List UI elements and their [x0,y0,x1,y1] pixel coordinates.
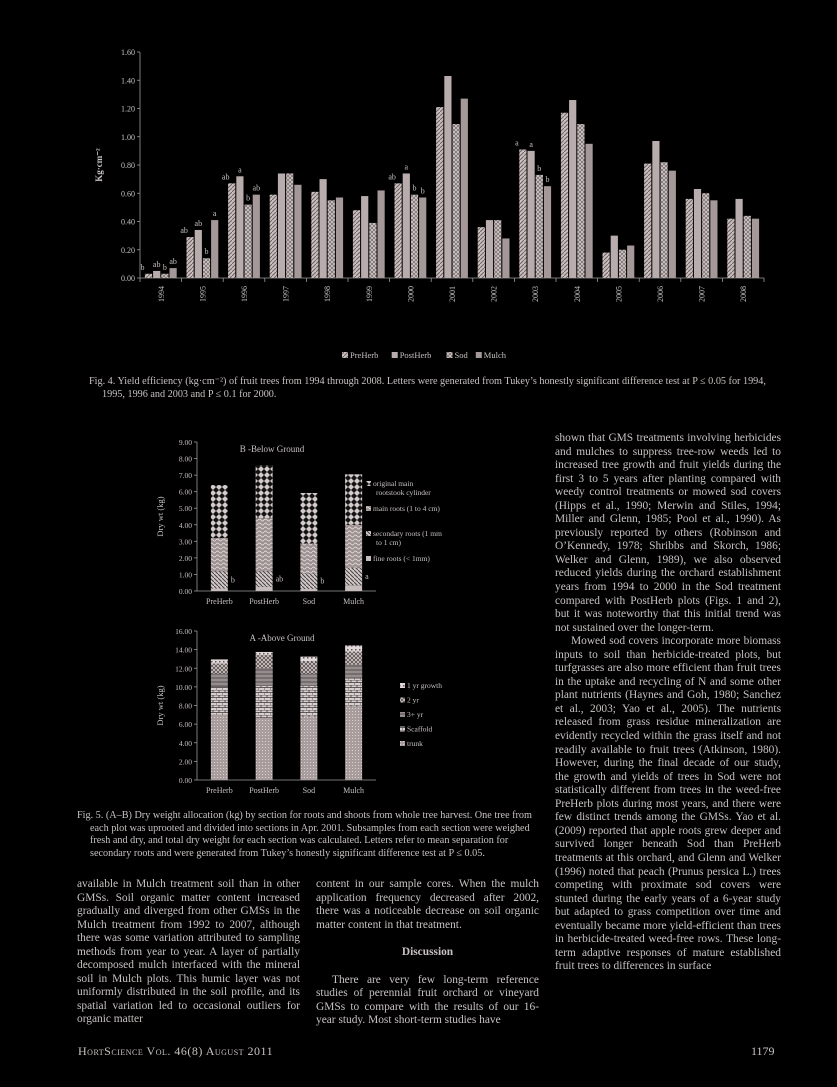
fig4-bar-preherb [311,192,318,278]
f5b-x-tick-label: Mulch [343,597,365,606]
f5b-bar-segment [256,587,273,591]
fig4-bar-label: ab [388,172,396,182]
fig4-bar-postherb [195,230,202,278]
fig4-bar-label: b [412,183,417,193]
fig4-bar-mulch [170,268,177,278]
fig4-bar-label: a [404,162,409,172]
f5a-y-tick-label: 4.00 [178,738,192,748]
fig4-bar-sod [453,124,460,278]
fig5b-chart [150,430,480,612]
fig4-bar-postherb [361,196,368,278]
f5a-legend-swatch [400,683,405,688]
fig4-bar-postherb [569,100,576,278]
fig4-bar-postherb [403,173,410,278]
fig4-y-tick-label: 0.60 [121,189,135,199]
fig4-bar-preherb [353,210,360,278]
fig4-bar-preherb [644,164,651,278]
f5b-legend-label: original main rootstook cylinder [373,479,431,497]
f5b-x-tick-label: Sod [302,597,316,606]
fig4-bar-label: ab [152,259,161,269]
f5b-legend-swatch [366,556,371,561]
fig4-bar-sod [161,274,168,278]
fig4-bar-mulch [544,186,551,278]
f5b-bar-segment [211,485,228,538]
fig4-bar-label: b [140,262,145,272]
f5a-bar-segment [345,645,362,651]
fig4-x-tick-label: 1996 [240,286,249,302]
fig4-bar-preherb [395,183,402,278]
f5a-y-tick-label: 14.00 [175,645,192,655]
f5b-y-tick-label: 2.00 [178,553,192,563]
fig4-bar-sod [286,173,293,278]
fig4-legend-swatch [447,352,453,358]
f5a-x-tick-label: Mulch [343,786,365,795]
fig4-x-tick-label: 2007 [697,286,707,302]
fig4-y-axis-label: Kg·cm⁻² [94,148,104,182]
fig4-bar-postherb [153,271,160,278]
fig4-bar-sod [536,175,543,278]
f5a-bar-segment [300,657,317,662]
fig4-bar-preherb [436,107,443,278]
fig4-bar-postherb [736,199,743,278]
fig4-bar-sod [494,220,501,278]
fig4-bar-sod [328,200,335,278]
fig4-bar-preherb [228,183,235,278]
fig4-bar-label: a [515,138,519,148]
f5b-bar-segment [211,589,228,591]
f5a-bar-segment [256,668,273,686]
f5a-bar-segment [211,659,228,663]
f5a-y-tick-label: 8.00 [178,701,192,711]
fig4-bar-postherb [320,179,327,278]
f5b-y-tick-label: 9.00 [178,438,192,447]
f5a-legend-swatch [400,712,405,717]
f5b-bar-segment [300,543,317,573]
fig4-bar-mulch [378,190,385,278]
f5a-legend-label: 1 yr growth [407,681,442,690]
text-column-2 [316,878,539,1028]
f5b-x-tick-label: PostHerb [249,597,280,606]
f5a-bar-segment [345,678,362,706]
fig4-bar-sod [577,124,584,278]
f5b-y-tick-label: 8.00 [178,454,192,464]
f5a-x-tick-label: PreHerb [206,786,233,795]
f5b-legend-label: fine roots (< 1mm) [373,554,430,563]
f5a-bar-segment [300,662,317,674]
fig4-bar-label: ab [252,183,261,193]
fig4-bar-sod [203,258,210,278]
f5b-bar-label: ab [275,574,284,584]
f5b-bar-segment [345,568,362,585]
f5a-legend-label: 2 yr [407,695,419,705]
f5b-y-tick-label: 7.00 [178,471,192,481]
fig4-bar-mulch [586,144,593,278]
f5a-bar-segment [300,674,317,686]
f5a-y-tick-label: 2.00 [178,757,192,767]
fig4-bar-preherb [603,253,610,278]
f5b-x-tick-label: PreHerb [206,597,233,606]
fig4-legend-swatch [342,352,348,358]
fig4-bar-label: a [529,139,533,149]
f5a-bar-segment [345,651,362,664]
fig4-bar-preherb [187,237,194,278]
fig4-bar-mulch [627,246,634,278]
fig4-bar-mulch [336,197,343,278]
f5b-bar-segment [345,525,362,568]
journal-footer: HortScience Vol. 46(8) August 2011 [78,1044,274,1058]
fig4-bar-postherb [236,176,243,278]
fig4-y-tick-label: 0.40 [121,217,135,227]
fig4-x-tick-label: 1997 [281,286,291,302]
fig4-caption: Fig. 4. Yield efficiency (kg·cm⁻²) of fruit trees from 1994 through 2008. Letters were generated from Tukey’s honestly significant difference test at P ≤ 0.05 for 1994, 1995, 1996 and 2003 and P ≤ 0.1 for 2000. [89,376,766,400]
fig4-bar-sod [411,195,418,278]
f5b-y-tick-label: 0.00 [178,587,192,596]
f5b-legend-swatch [366,481,371,486]
f5a-y-tick-label: 16.00 [175,627,192,636]
fig4-bar-postherb [528,151,535,278]
f5a-bar-segment [345,706,362,780]
f5b-y-tick-label: 4.00 [178,520,192,530]
fig4-bar-sod [369,223,376,278]
fig4-x-tick-label: 2006 [656,286,665,302]
fig4-bar-label: ab [169,257,177,267]
fig4-x-tick-label: 2001 [448,286,457,302]
fig4-y-tick-label: 0.00 [121,274,135,283]
f5b-bar-label: b [320,576,325,586]
f5a-bar-segment [211,674,228,687]
fig4-bar-postherb [444,76,451,278]
fig4-bar-mulch [461,99,468,278]
f5a-bar-segment [300,717,317,780]
fig4-bar-preherb [519,149,526,278]
fig4-bar-postherb [694,189,701,278]
fig4-bar-label: b [420,186,425,196]
fig4-bar-postherb [652,141,659,278]
fig4-legend-label: PostHerb [399,350,432,360]
f5a-legend-swatch [400,741,405,746]
fig4-bar-sod [619,250,626,278]
f5b-y-tick-label: 1.00 [178,570,192,580]
f5b-bar-segment [256,571,273,587]
fig4-bar-label: a [212,209,217,219]
fig4-bar-label: b [162,262,167,272]
fig4-bar-sod [245,205,252,278]
fig4-bar-label: b [204,247,209,257]
fig4-x-tick-label: 1994 [156,286,166,302]
fig4-bar-preherb [727,219,734,278]
fig4-bar-preherb [686,199,693,278]
page-number: 1179 [751,1044,775,1058]
col1-paragraph: available in Mulch treatment soil than in other GMSs. Soil organic matter content increased gradually and diverged from other GMSs in the Mulch treatment from 1992 to 2007, although there was some variation attributed to sampling methods from year to year. A layer of partially decomposed mulch interfaced with the mineral soil in Mulch plots. This humic layer was not uniformly distributed in the soil profile, and its spatial variation led to occasional outliers for organic matter [77,878,300,1026]
fig4-bar-label: b [537,163,542,173]
f5b-bar-segment [300,493,317,543]
f5a-legend-swatch [400,727,405,732]
f5b-y-tick-label: 3.00 [178,537,192,547]
fig4-bar-mulch [752,219,759,278]
fig4-chart [80,40,780,372]
col2-discussion-paragraph: There are very few long-term reference studies of perennial fruit orchard or vineyard GMSs to compare with the results of our 16-year study. Most short-term studies have [316,973,539,1027]
fig4-legend-label: Sod [454,350,468,360]
f5a-bar-segment [256,655,273,668]
f5b-legend-swatch [366,531,371,536]
f5b-bar-segment [256,518,273,571]
fig4-bar-sod [702,193,709,278]
text-column-3 [555,432,781,974]
fig4-bar-preherb [561,113,568,278]
f5a-bar-segment [211,715,228,780]
f5a-y-tick-label: 10.00 [175,682,192,692]
f5a-bar-segment [211,687,228,715]
f5b-y-tick-label: 6.00 [178,487,192,497]
fig4-bar-preherb [145,274,152,278]
f5b-y-tick-label: 5.00 [178,504,192,514]
f5b-chart-title: B -Below Ground [239,444,305,454]
fig4-bar-mulch [294,185,301,278]
fig4-bar-label: ab [180,226,188,236]
fig4-bar-sod [744,216,751,278]
f5a-y-axis-label: Dry wt (kg) [155,685,165,726]
fig4-legend-label: PreHerb [350,350,379,360]
f5b-bar-segment [256,465,273,518]
text-column-1 [77,878,300,1027]
f5b-bar-label: b [230,575,235,585]
f5a-bar-segment [300,686,317,717]
f5b-legend-label: main roots (1 to 4 cm) [373,504,440,513]
col3-paragraph-2: Mowed sod covers incorporate more biomass inputs to soil than herbicide-treated plots, but turfgrasses are also more efficient than fruit trees in the uptake and recycling of N and some other plant nutrients (Haynes and Goh, 1980; Sanchez et al., 2003; Yao et al., 2005). The nutrients released from grass residue mineralization are evidently recycled within the grass itself and not readily available to fruit trees (Atkinson, 1980). However, during the final decade of our study, the growth and yields of trees in Sod were not statistically different from trees in the weed-free PreHerb plots during most years, and there were few distinct trends among the GMSs. Yao et al. (2009) reported that apple roots grew deeper and survived longer beneath Sod than PreHerb treatments at this orchard, and Glenn and Welker (1996) noted that peach (Prunus persica L.) trees competing with proximate sod covers were stunted during the early years of a 6-year study but adapted to grass competition over time and eventually became more yield-efficient than trees in herbicide-treated weed-free rows. These long-term adaptive responses of mature established fruit trees to differences in surface [555,635,781,973]
f5a-bar-segment [256,686,273,718]
fig4-bar-label: ab [194,218,203,228]
f5a-x-tick-label: PostHerb [249,786,280,795]
f5a-bar-segment [211,664,228,674]
fig4-x-tick-label: 1995 [198,286,208,302]
f5b-y-axis-label: Dry wt (kg) [155,496,165,537]
fig5a-chart [150,620,480,802]
fig4-bar-label: b [545,175,550,185]
col2-paragraph: content in our sample cores. When the mulch application frequency decreased after 2002, there was a noticeable decrease on soil organic matter content in that treatment. [316,878,539,931]
fig4-bar-mulch [211,220,218,278]
fig4-bar-mulch [502,238,509,278]
fig4-bar-mulch [419,197,426,278]
f5b-bar-segment [300,573,317,589]
fig4-bar-postherb [278,173,285,278]
f5a-legend-swatch [400,698,405,703]
fig4-bar-mulch [253,195,260,278]
fig4-x-tick-label: 2003 [531,286,541,302]
fig4-bar-label: ab [221,172,230,182]
f5b-bar-segment [345,474,362,524]
f5a-x-tick-label: Sod [302,786,316,795]
fig4-bar-mulch [710,200,717,278]
fig4-legend-label: Mulch [483,350,507,360]
f5a-bar-segment [345,665,362,679]
f5a-bar-segment [256,718,273,780]
fig4-x-tick-label: 2002 [489,286,499,302]
f5a-legend-label: Scaffold [407,724,433,734]
discussion-heading: Discussion [401,946,454,959]
fig4-bar-label: a [238,165,242,175]
fig4-bar-mulch [669,171,676,278]
fig5-caption: Fig. 5. (A–B) Dry weight allocation (kg) by section for roots and shoots from whole tree harvest. One tree from each plot was uprooted and divided into sections in Apr. 2001. Subsamples from each section were weighed fresh and dry, and total dry weight for each section was calculated. Letters refer to mean separation for secondary roots and were generated from Tukey’s honestly significant difference test at P ≤ 0.05. [77,810,532,859]
fig4-y-tick-label: 1.60 [121,48,135,57]
fig4-y-tick-label: 0.80 [121,161,135,170]
f5b-legend-swatch [366,506,371,511]
fig4-bar-preherb [270,195,277,278]
f5b-bar-segment [300,589,317,591]
f5a-chart-title: A -Above Ground [249,633,315,643]
fig4-bar-label: b [246,193,251,203]
f5a-bar-segment [256,652,273,655]
fig4-bar-postherb [486,220,493,278]
fig4-x-tick-label: 2005 [614,286,624,302]
fig4-y-tick-label: 1.20 [121,104,135,114]
fig4-legend-swatch [476,352,482,358]
fig4-y-tick-label: 1.40 [121,76,135,86]
f5a-legend-label: trunk [407,739,423,748]
fig4-legend-swatch [392,352,398,358]
fig4-x-tick-label: 1998 [323,286,333,302]
fig4-x-tick-label: 1999 [364,286,374,302]
f5a-y-tick-label: 6.00 [178,720,192,730]
fig4-bar-postherb [611,236,618,278]
f5b-bar-segment [211,538,228,571]
fig4-y-tick-label: 0.20 [121,245,135,255]
f5b-bar-segment [211,571,228,588]
f5a-legend-label: 3+ yr [407,710,424,719]
fig4-x-tick-label: 2000 [406,286,416,302]
f5b-bar-segment [345,585,362,591]
f5a-y-tick-label: 0.00 [178,776,192,785]
fig4-y-tick-label: 1.00 [121,132,135,142]
fig4-x-tick-label: 2004 [572,286,582,302]
f5b-legend-label: secondary roots (1 mm to 1 cm) [373,529,442,547]
col3-paragraph-1: shown that GMS treatments involving herbicides and mulches to suppress tree-row weeds led to increased tree growth and fruit yields during the first 3 to 5 years after planting compared with weedy control treatments or mowed sod covers (Hipps et al., 1990; Merwin and Stiles, 1994; Miller and Glenn, 1985; Pool et al., 1990). As previously reported by others (Robinson and O’Kennedy, 1978; Shribbs and Skorch, 1986; Welker and Glenn, 1989), we also observed reduced yields during the orchard establishment years from 1994 to 2000 in the Sod treatment compared with PostHerb plots (Figs. 1 and 2), but it was noteworthy that this initial trend was not sustained over the longer-term. [555,432,781,634]
fig4-bar-preherb [478,227,485,278]
fig4-bar-sod [661,162,668,278]
f5a-y-tick-label: 12.00 [175,664,192,674]
f5b-bar-label: a [365,572,369,582]
fig4-x-tick-label: 2008 [739,286,749,302]
